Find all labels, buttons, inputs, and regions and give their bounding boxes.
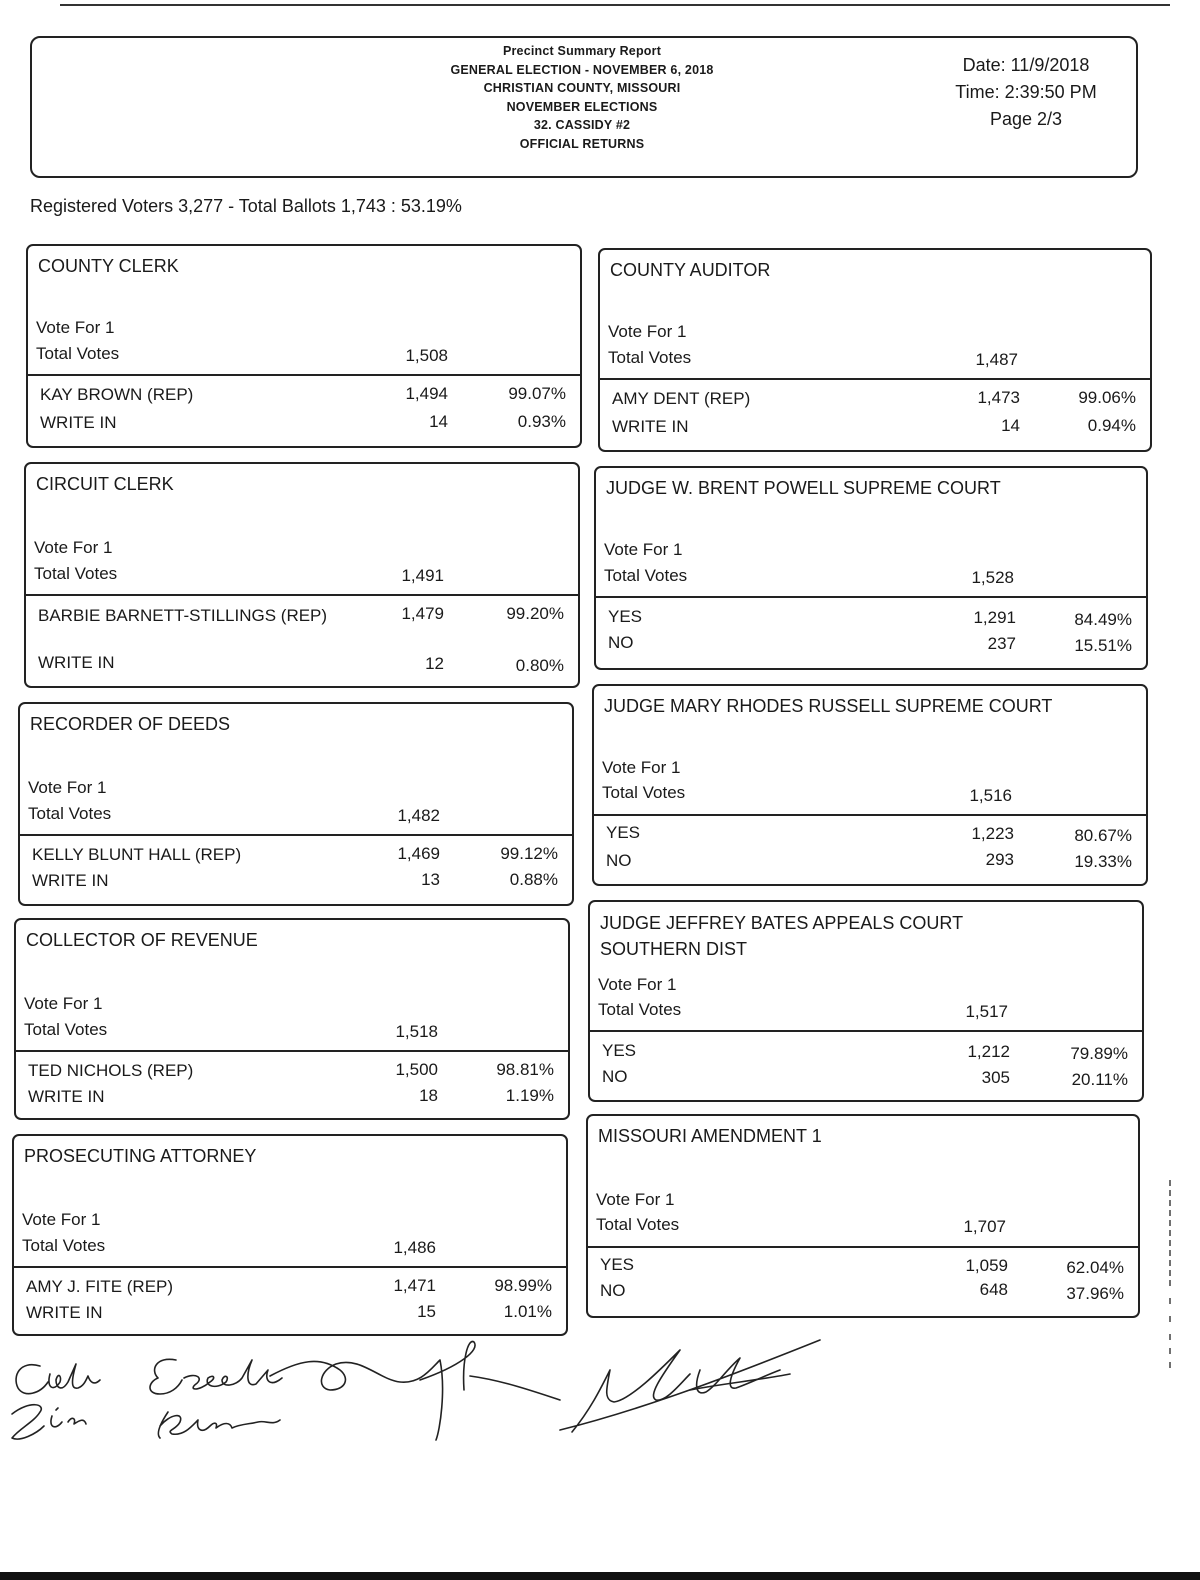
candidate-percent: 99.20% [506, 604, 564, 623]
race-title: MISSOURI AMENDMENT 1 [598, 1126, 822, 1146]
candidate-name: WRITE IN [32, 871, 109, 890]
candidate-name: WRITE IN [38, 653, 115, 672]
header-line: NOVEMBER ELECTIONS [506, 99, 658, 114]
race-box [18, 702, 574, 906]
candidate-votes: 18 [419, 1086, 438, 1105]
candidate-percent: 37.96% [1066, 1284, 1124, 1303]
result-row [38, 652, 568, 678]
race-box [26, 244, 582, 448]
candidate-name: KAY BROWN (REP) [40, 385, 194, 404]
candidate-votes: 12 [425, 654, 444, 673]
total-votes-label: Total Votes [24, 1020, 108, 1039]
header-meta [926, 52, 1126, 133]
page-number: Page 2/3 [989, 109, 1063, 129]
race-title: JUDGE MARY RHODES RUSSELL SUPREME COURT [604, 696, 1053, 716]
result-row [600, 1254, 1128, 1280]
total-votes-value: 1,518 [395, 1022, 438, 1041]
result-row [606, 822, 1136, 848]
total-votes-value: 1,508 [405, 346, 448, 365]
candidate-name: WRITE IN [40, 413, 117, 432]
candidate-votes: 1,494 [405, 384, 448, 403]
total-votes-label: Total Votes [22, 1236, 106, 1255]
candidate-votes: 1,500 [395, 1060, 438, 1079]
race-title: RECORDER OF DEEDS [30, 714, 231, 734]
result-row [38, 604, 568, 650]
total-votes-value: 1,482 [397, 806, 440, 825]
candidate-votes: 1,223 [971, 824, 1014, 843]
candidate-percent: 0.80% [515, 656, 564, 675]
vote-for-label: Vote For 1 [604, 540, 683, 559]
candidate-percent: 0.93% [517, 412, 566, 431]
candidate-votes: 13 [421, 870, 440, 889]
header-title-block [322, 42, 842, 153]
candidate-percent: 99.07% [508, 384, 566, 403]
candidate-percent: 1.19% [505, 1086, 554, 1105]
race-title: COUNTY AUDITOR [610, 260, 771, 280]
candidate-name: AMY J. FITE (REP) [26, 1277, 174, 1296]
race-divider [590, 1030, 1142, 1032]
total-votes-label: Total Votes [608, 348, 692, 367]
candidate-percent: 84.49% [1074, 610, 1132, 629]
candidate-votes: 305 [981, 1068, 1010, 1087]
candidate-votes: 1,469 [397, 844, 440, 863]
result-row [608, 632, 1136, 658]
candidate-name: YES [606, 823, 641, 842]
result-row [606, 850, 1136, 876]
candidate-votes: 1,059 [965, 1256, 1008, 1275]
vote-for-label: Vote For 1 [24, 994, 103, 1013]
race-title: JUDGE W. BRENT POWELL SUPREME COURT [606, 478, 1001, 498]
race-divider [594, 814, 1146, 816]
signature-left [12, 1342, 560, 1440]
candidate-percent: 98.81% [496, 1060, 554, 1079]
candidate-percent: 79.89% [1070, 1044, 1128, 1063]
candidate-votes: 237 [987, 634, 1016, 653]
total-votes-value: 1,516 [969, 786, 1012, 805]
vote-for-label: Vote For 1 [598, 975, 677, 994]
vote-for-label: Vote For 1 [602, 758, 681, 777]
race-title: JUDGE JEFFREY BATES APPEALS COURT SOUTHERN DIST [600, 913, 963, 959]
result-row [600, 1280, 1128, 1306]
header-line: GENERAL ELECTION - NOVEMBER 6, 2018 [450, 62, 714, 77]
result-row [26, 1302, 556, 1328]
handwritten-signatures [0, 1330, 840, 1470]
header-line: CHRISTIAN COUNTY, MISSOURI [483, 81, 681, 95]
race-box [14, 918, 570, 1120]
result-row [40, 384, 570, 410]
candidate-percent: 80.67% [1074, 826, 1132, 845]
total-votes-label: Total Votes [28, 804, 112, 823]
scan-top-edge [60, 4, 1170, 6]
race-title: PROSECUTING ATTORNEY [24, 1146, 257, 1166]
candidate-name: BARBIE BARNETT-STILLINGS (REP) [38, 606, 328, 625]
race-divider [20, 834, 572, 836]
candidate-votes: 1,212 [967, 1042, 1010, 1061]
race-title: CIRCUIT CLERK [36, 474, 174, 494]
race-box [586, 1114, 1140, 1318]
total-votes-label: Total Votes [36, 344, 120, 363]
total-votes-value: 1,491 [401, 566, 444, 585]
candidate-name: YES [608, 607, 643, 626]
report-date: Date: 11/9/2018 [962, 55, 1090, 75]
candidate-name: WRITE IN [28, 1087, 105, 1106]
candidate-name: TED NICHOLS (REP) [28, 1061, 194, 1080]
result-row [608, 606, 1136, 632]
header-line: OFFICIAL RETURNS [519, 136, 645, 151]
vote-for-label: Vote For 1 [608, 322, 687, 341]
total-votes-label: Total Votes [604, 566, 688, 585]
result-row [40, 412, 570, 438]
candidate-percent: 1.01% [503, 1302, 552, 1321]
total-votes-value: 1,517 [965, 1002, 1008, 1021]
vote-for-label: Vote For 1 [22, 1210, 101, 1229]
candidate-percent: 0.94% [1087, 416, 1136, 435]
report-header [30, 36, 1138, 178]
vote-for-label: Vote For 1 [28, 778, 107, 797]
candidate-name: WRITE IN [26, 1303, 103, 1322]
result-row [28, 1086, 558, 1112]
result-row [28, 1060, 558, 1086]
candidate-name: NO [606, 851, 632, 870]
margin-marks [1166, 1180, 1174, 1370]
result-row [32, 870, 562, 896]
candidate-name: YES [600, 1255, 635, 1274]
candidate-percent: 98.99% [494, 1276, 552, 1295]
total-votes-value: 1,707 [963, 1217, 1006, 1236]
result-row [612, 416, 1140, 442]
candidate-name: YES [602, 1041, 637, 1060]
race-divider [14, 1266, 566, 1268]
candidate-votes: 14 [429, 412, 448, 431]
race-box [592, 684, 1148, 886]
candidate-name: WRITE IN [612, 417, 689, 436]
race-divider [16, 1050, 568, 1052]
candidate-votes: 1,479 [401, 604, 444, 623]
candidate-votes: 293 [985, 850, 1014, 869]
candidate-votes: 15 [417, 1302, 436, 1321]
header-line: Precinct Summary Report [502, 44, 662, 58]
candidate-percent: 19.33% [1074, 852, 1132, 871]
candidate-percent: 20.11% [1071, 1070, 1128, 1089]
scan-bottom-edge [0, 1572, 1200, 1580]
candidate-percent: 15.51% [1074, 636, 1132, 655]
total-votes-label: Total Votes [598, 1000, 682, 1019]
result-row [602, 1040, 1132, 1066]
race-divider [28, 374, 580, 376]
result-row [26, 1276, 556, 1302]
total-votes-label: Total Votes [596, 1215, 680, 1234]
race-divider [596, 596, 1146, 598]
candidate-percent: 99.06% [1078, 388, 1136, 407]
candidate-votes: 14 [1001, 416, 1020, 435]
race-title: COLLECTOR OF REVENUE [26, 930, 258, 950]
race-title: COUNTY CLERK [38, 256, 179, 276]
candidate-name: AMY DENT (REP) [612, 389, 751, 408]
race-box [594, 466, 1148, 670]
candidate-name: NO [602, 1067, 628, 1086]
race-divider [588, 1246, 1138, 1248]
race-divider [600, 378, 1150, 380]
candidate-name: KELLY BLUNT HALL (REP) [32, 845, 242, 864]
total-votes-label: Total Votes [34, 564, 118, 583]
race-box [598, 248, 1152, 452]
race-divider [26, 594, 578, 596]
candidate-percent: 0.88% [509, 870, 558, 889]
candidate-votes: 1,473 [977, 388, 1020, 407]
result-row [32, 844, 562, 870]
race-box [24, 462, 580, 688]
total-votes-value: 1,486 [393, 1238, 436, 1257]
candidate-percent: 99.12% [500, 844, 558, 863]
signature-right [560, 1340, 820, 1432]
header-line: 32. CASSIDY #2 [533, 118, 631, 132]
result-row [602, 1066, 1132, 1092]
candidate-name: NO [608, 633, 634, 652]
race-box [12, 1134, 568, 1336]
result-row [612, 388, 1140, 414]
report-time: Time: 2:39:50 PM [955, 82, 1097, 102]
candidate-votes: 1,471 [393, 1276, 436, 1295]
total-votes-value: 1,487 [975, 350, 1018, 369]
vote-for-label: Vote For 1 [36, 318, 115, 337]
vote-for-label: Vote For 1 [596, 1190, 675, 1209]
registered-voters-line: Registered Voters 3,277 - Total Ballots 1,743 : 53.19% [30, 196, 462, 216]
candidate-percent: 62.04% [1066, 1258, 1124, 1277]
candidate-votes: 648 [979, 1280, 1008, 1299]
total-votes-label: Total Votes [602, 783, 686, 802]
total-votes-value: 1,528 [971, 568, 1014, 587]
candidate-name: NO [600, 1281, 626, 1300]
race-box [588, 900, 1144, 1102]
candidate-votes: 1,291 [973, 608, 1016, 627]
vote-for-label: Vote For 1 [34, 538, 113, 557]
